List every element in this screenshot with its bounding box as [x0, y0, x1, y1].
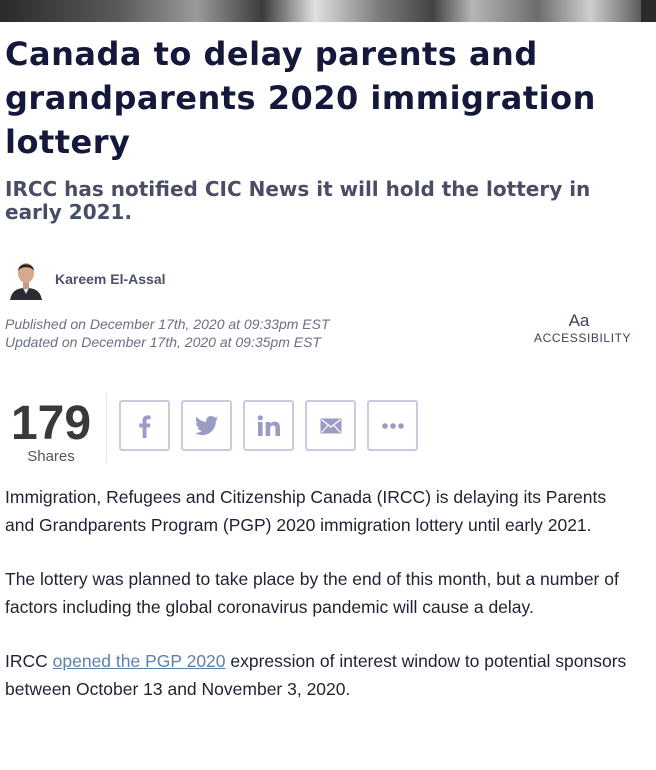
linkedin-icon [257, 415, 281, 437]
article-body [5, 483, 635, 729]
share-more-button[interactable] [367, 400, 418, 451]
paragraph: Immigration, Refugees and Citizenship Canada (IRCC) is delaying its Parents and Grandparents Program (PGP) 2020 immigration lottery until early 2021. [5, 487, 607, 535]
author-name[interactable]: Kareem El-Assal [55, 271, 166, 287]
share-facebook-button[interactable] [119, 400, 170, 451]
published-date: Published on December 17th, 2020 at 09:33pm EST [5, 316, 330, 332]
share-count-label: Shares [27, 448, 75, 465]
twitter-icon [195, 416, 219, 436]
hero-image [0, 0, 656, 22]
share-twitter-button[interactable] [181, 400, 232, 451]
avatar[interactable] [8, 258, 44, 300]
facebook-icon [134, 414, 156, 438]
pgp-2020-link[interactable]: opened the PGP 2020 [52, 651, 226, 671]
paragraph-text: expression of interest window to potential sponsors between October 13 and November 3, 2020. [5, 651, 627, 699]
paragraph [5, 647, 635, 703]
share-count [5, 399, 97, 465]
updated-date: Updated on December 17th, 2020 at 09:35pm EST [5, 334, 321, 350]
share-linkedin-button[interactable] [243, 400, 294, 451]
article-subtitle: IRCC has notified CIC News it will hold the lottery in early 2021. [5, 177, 591, 224]
accessibility-label: ACCESSIBILITY [534, 331, 632, 345]
share-count-number: 179 [10, 397, 92, 450]
more-icon [381, 422, 405, 430]
share-buttons [119, 400, 418, 451]
hero-image-edge [641, 0, 656, 22]
accessibility-button[interactable] [534, 311, 632, 345]
article-dates [5, 315, 330, 351]
share-email-button[interactable] [305, 400, 356, 451]
author-byline [8, 258, 166, 300]
email-icon [320, 418, 342, 434]
article-title: Canada to delay parents and grandparents 2020 immigration lottery [5, 35, 596, 161]
paragraph-text: IRCC [5, 651, 53, 671]
share-divider [106, 393, 107, 463]
accessibility-icon: Aa [568, 311, 590, 330]
paragraph: The lottery was planned to take place by the end of this month, but a number of factors including the global coronavirus pandemic will cause a delay. [5, 569, 619, 617]
